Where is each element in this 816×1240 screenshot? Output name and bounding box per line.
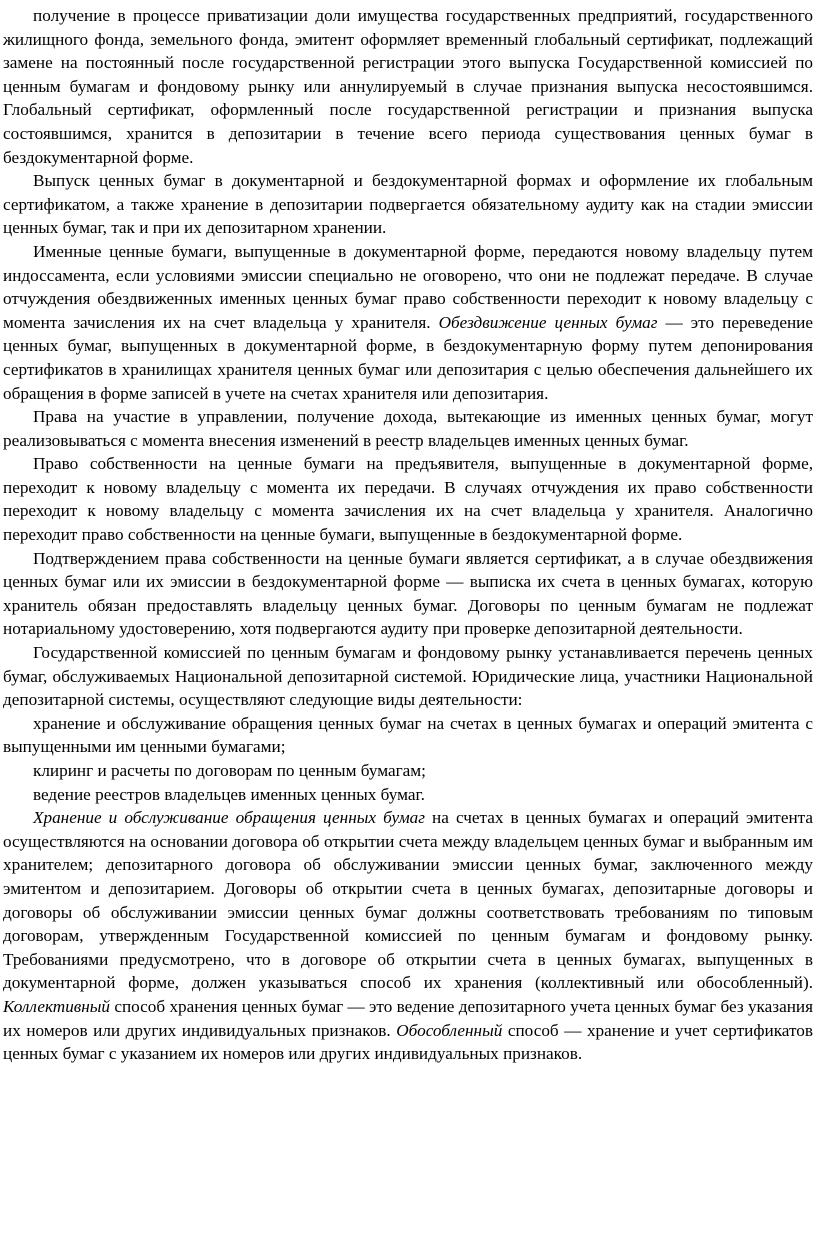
paragraph-8-text-a: на счетах в ценных бумагах и операций эмитента осуществляются на основании договора об открытии счета между владельцем ценных бумаг и выбранным им хранителем; депозитарного договора об обслуживании эмиссии ценных бумаг, заключенного между эмитентом и депозитарием. Договоры об открытии счета в ценных бумагах, депозитарные договоры и договоры об обслуживании эмиссии ценных бумаг должны соответствовать требованиям по типовым договорам, утвержденным Государственной комиссией по ценным бумагам и фондовому рынку. Требованиями предусмотрено, что в договоре об открытии счета в ценных бумагах, выпущенных в документарной форме, должен указываться способ их хранения (коллективный или обособленный). xyxy=(3,808,813,993)
paragraph-7 xyxy=(3,641,813,712)
list-item-text-3: ведение реестров владельцев именных ценных бумаг. xyxy=(33,784,425,804)
list-item-text-1: хранение и обслуживание обращения ценных бумаг на счетах в ценных бумагах и операций эмитента с выпущенными им ценными бумагами; xyxy=(3,713,813,757)
term-khranenie: Хранение и обслуживание обращения ценных бумаг xyxy=(33,808,425,828)
paragraph-8-text-c: способ — хранение и учет сертификатов ценных бумаг с указанием их номеров или других индивидуальных признаков. xyxy=(3,1020,813,1064)
list-item xyxy=(3,783,813,807)
paragraph-4-text: Права на участие в управлении, получение дохода, вытекающие из именных ценных бумаг, могут реализовываться с момента внесения изменений в реестр владельцев именных ценных бумаг. xyxy=(3,407,813,450)
paragraph-2 xyxy=(3,169,813,240)
term-obezdvizhenie: Обездвижение ценных бумаг xyxy=(438,312,658,332)
paragraph-7-text: Государственной комиссией по ценным бумагам и фондовому рынку устанавливается перечень ценных бумаг, обслуживаемых Национальной депозитарной системой. Юридические лица, участники Национальной депозитарной системы, осуществляют следующие виды деятельности: xyxy=(3,643,813,710)
term-obosoblennyi: Обособленный xyxy=(396,1020,503,1040)
term-kollektivnyi: Коллективный xyxy=(3,996,111,1016)
list-item xyxy=(3,759,813,783)
paragraph-4 xyxy=(3,405,813,452)
paragraph-6 xyxy=(3,547,813,641)
paragraph-3-text-a: Именные ценные бумаги, выпущенные в документарной форме, передаются новому владельцу путем индоссамента, если условиями эмиссии специально не оговорено, что они не подлежат передаче. В случае отчуждения обездвиженных именных ценных бумаг право собственности переходит к новому владельцу с момента зачисления их на счет владельца у хранителя. xyxy=(3,241,813,332)
paragraph-1-text: получение в процессе приватизации доли имущества государственных предприятий, государственного жилищного фонда, земельного фонда, эмитент оформляет временный глобальный сертификат, подлежащий замене на постоянный после государственной регистрации этого выпуска Государственной комиссией по ценным бумагам и фондовому рынку или аннулируемый в случае признания выпуска несостоявшимся. Глобальный сертификат, оформленный после государственной регистрации и признания выпуска состоявшимся, хранится в депозитарии в течение всего периода существования ценных бумаг в бездокументарной форме. xyxy=(3,6,813,167)
paragraph-8 xyxy=(3,806,813,1066)
list-item xyxy=(3,712,813,759)
paragraph-1 xyxy=(3,4,813,169)
paragraph-6-text: Подтверждением права собственности на ценные бумаги является сертификат, а в случае обездвижения ценных бумаг или их эмиссии в бездокументарной форме — выписка их счета в ценных бумагах, которую хранитель обязан предоставлять владельцу ценных бумаг. Договоры по ценным бумагам не подлежат нотариальному удостоверению, хотя подвергаются аудиту при проверке депозитарной деятельности. xyxy=(3,548,813,639)
paragraph-3 xyxy=(3,240,813,405)
paragraph-5 xyxy=(3,452,813,546)
paragraph-2-text: Выпуск ценных бумаг в документарной и бездокументарной формах и оформление их глобальным сертификатом, а также хранение в депозитарии подвергается обязательному аудиту как на стадии эмиссии ценных бумаг, так и при их депозитарном хранении. xyxy=(3,171,813,238)
paragraph-8-text-b: способ хранения ценных бумаг — это ведение депозитарного учета ценных бумаг без указания их номеров или других индивидуальных признаков. xyxy=(3,996,813,1040)
paragraph-3-text-b: — это переведение ценных бумаг, выпущенных в документарной форме, в бездокументарную форму путем депонирования сертификатов в хранилищах хранителя ценных бумаг или депозитария с целью обеспечения дальнейшего их обращения в форме записей в учете на счетах хранителя или депозитария. xyxy=(3,312,813,403)
paragraph-5-text: Право собственности на ценные бумаги на предъявителя, выпущенные в документарной форме, переходит к новому владельцу с момента их передачи. В случаях отчуждения их право собственности переходит к новому владельцу с момента зачисления их на счет владельца у хранителя. Аналогично переходит право собственности на ценные бумаги, выпущенные в бездокументарной форме. xyxy=(3,454,813,545)
list-item-text-2: клиринг и расчеты по договорам по ценным бумагам; xyxy=(33,761,426,780)
